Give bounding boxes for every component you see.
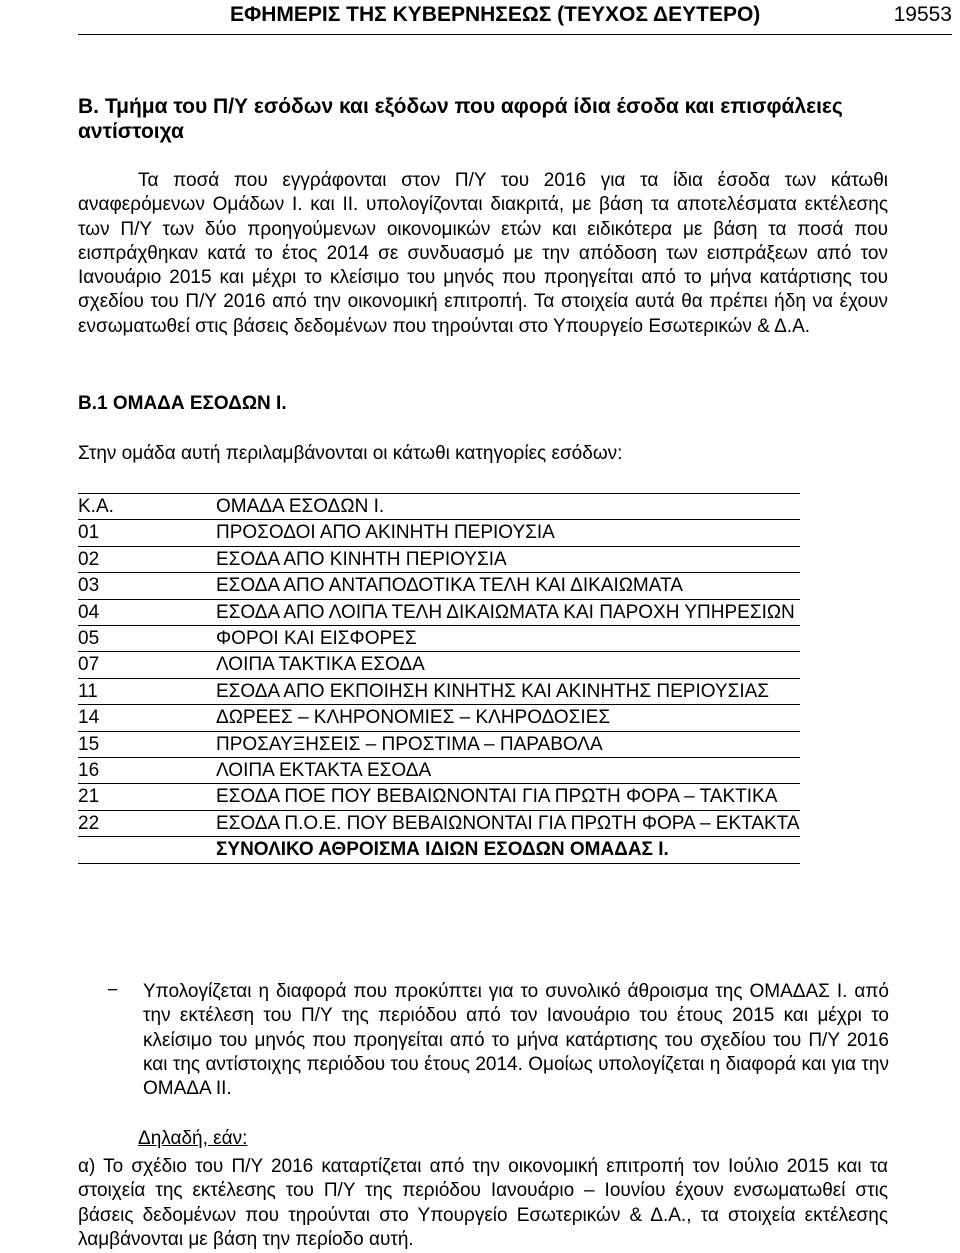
row-code: 07 bbox=[78, 654, 100, 676]
table-row bbox=[78, 547, 800, 573]
header-code: Κ.Α. bbox=[78, 496, 114, 517]
row-code: 05 bbox=[78, 628, 100, 650]
subheading: Β.1 ΟΜΑΔΑ ΕΣΟΔΩΝ Ι. bbox=[78, 393, 287, 414]
intro-paragraph bbox=[78, 169, 888, 339]
header-desc: ΟΜΑΔΑ ΕΣΟΔΩΝ Ι. bbox=[216, 496, 385, 517]
table-row bbox=[78, 626, 800, 652]
row-desc: ΕΣΟΔΑ ΑΠΟ ΕΚΠΟΙΗΣΗ ΚΙΝΗΤΗΣ ΚΑΙ ΑΚΙΝΗΤΗΣ ΠΕΡΙΟΥΣΙΑΣ bbox=[216, 680, 770, 702]
row-code: 16 bbox=[78, 760, 100, 782]
row-code: 11 bbox=[78, 680, 98, 702]
intro-paragraph-text: Τα ποσά που εγγράφονται στον Π/Υ του 2016 για τα ίδια έσοδα των κάτωθι αναφερόμενων Ομάδων Ι. και ΙΙ. υπολογίζονται διακριτά, με βάση τα αποτελέσματα εκτέλεσης των Π/Υ των δύο προηγούμενων οικονομικών ετών και ειδικότερα με βάση τα ποσά που εισπράχθηκαν κατά το έτος 2014 σε συνδυασμό με την απόδοση των εισπράξεων από τον Ιανουάριο 2015 και μέχρι το κλείσιμο του μηνός που προηγείται από το μήνα κατάρτισης του σχεδίου του Π/Υ 2016 από την οικονομική επιτροπή. Τα στοιχεία αυτά θα πρέπει ήδη να έχουν ενσωματωθεί στις βάσεις δεδομένων που τηρούνται στο Υπουργείο Εσωτερικών & Δ.Α. bbox=[78, 170, 888, 337]
row-desc: ΛΟΙΠΑ ΕΚΤΑΚΤΑ ΕΣΟΔΑ bbox=[216, 760, 432, 782]
table-row bbox=[78, 758, 800, 784]
row-code: 03 bbox=[78, 575, 100, 597]
closing-label: Δηλαδή, εάν: bbox=[138, 1128, 248, 1149]
bullet-mark: − bbox=[107, 980, 119, 1001]
table-row bbox=[78, 573, 800, 599]
row-code: 15 bbox=[78, 733, 100, 755]
row-desc: ΛΟΙΠΑ ΤΑΚΤΙΚΑ ΕΣΟΔΑ bbox=[216, 654, 425, 676]
table-row bbox=[78, 600, 800, 626]
closing-paragraph: α) Το σχέδιο του Π/Υ 2016 καταρτίζεται από την οικονομική επιτροπή τον Ιούλιο 2015 και τα στοιχεία της εκτέλεσης του Π/Υ της περιόδου Ιανουάριο – Ιουνίου έχουν ενσωματωθεί στις βάσεις δεδομένων που τηρούνται στο Υπουργείο Εσωτερικών & Δ.Α., τα στοιχεία εκτέλεσης λαμβάνονται με βάση την περίοδο αυτή. bbox=[78, 1156, 888, 1250]
table-header-row bbox=[78, 494, 800, 520]
gazette-title: ΕΦΗΜΕΡΙΣ ΤΗΣ ΚΥΒΕΡΝΗΣΕΩΣ (ΤΕΥΧΟΣ ΔΕΥΤΕΡΟ) bbox=[230, 3, 761, 26]
row-code: 22 bbox=[78, 812, 100, 834]
revenue-categories-table bbox=[78, 493, 800, 864]
row-desc: ΕΣΟΔΑ ΑΠΟ ΛΟΙΠΑ ΤΕΛΗ ΔΙΚΑΙΩΜΑΤΑ ΚΑΙ ΠΑΡΟΧΗ ΥΠΗΡΕΣΙΩΝ bbox=[216, 601, 795, 623]
row-desc: ΠΡΟΣΟΔΟΙ ΑΠΟ ΑΚΙΝΗΤΗ ΠΕΡΙΟΥΣΙΑ bbox=[216, 522, 555, 544]
row-desc: ΕΣΟΔΑ ΑΠΟ ΚΙΝΗΤΗ ΠΕΡΙΟΥΣΙΑ bbox=[216, 548, 507, 570]
page-header bbox=[78, 0, 952, 35]
row-code: 21 bbox=[78, 786, 100, 808]
total-desc: ΣΥΝΟΛΙΚΟ ΑΘΡΟΙΣΜΑ ΙΔΙΩΝ ΕΣΟΔΩΝ ΟΜΑΔΑΣ Ι. bbox=[216, 839, 669, 861]
section-title: Β. Τμήμα του Π/Υ εσόδων και εξόδων που αφορά ίδια έσοδα και επισφάλειες αντίστοιχα bbox=[78, 95, 843, 143]
table-total-row bbox=[78, 837, 800, 863]
table-row bbox=[78, 652, 800, 678]
row-code: 04 bbox=[78, 601, 100, 623]
category-intro: Στην ομάδα αυτή περιλαμβάνονται οι κάτωθι κατηγορίες εσόδων: bbox=[78, 443, 623, 464]
table-row bbox=[78, 732, 800, 758]
table-row bbox=[78, 705, 800, 731]
row-code: 14 bbox=[78, 707, 100, 729]
row-code: 01 bbox=[78, 522, 100, 544]
row-desc: ΦΟΡΟΙ ΚΑΙ ΕΙΣΦΟΡΕΣ bbox=[216, 628, 417, 650]
total-code bbox=[78, 837, 216, 862]
row-desc: ΕΣΟΔΑ ΠΟΕ ΠΟΥ ΒΕΒΑΙΩΝΟΝΤΑΙ ΓΙΑ ΠΡΩΤΗ ΦΟΡΑ – ΤΑΚΤΙΚΑ bbox=[216, 786, 778, 808]
row-desc: ΠΡΟΣΑΥΞΗΣΕΙΣ – ΠΡΟΣΤΙΜΑ – ΠΑΡΑΒΟΛΑ bbox=[216, 733, 603, 755]
page-number: 19553 bbox=[893, 3, 952, 26]
table-row bbox=[78, 679, 800, 705]
row-code: 02 bbox=[78, 548, 100, 570]
table-row bbox=[78, 520, 800, 546]
bullet-text: Υπολογίζεται η διαφορά που προκύπτει για το συνολικό άθροισμα της ΟΜΑΔΑΣ Ι. από την εκτέλεση του Π/Υ της περιόδου από τον Ιανουάριο του έτους 2015 και μέχρι το κλείσιμο του μηνός που προηγείται από το μήνα κατάρτισης του σχεδίου του Π/Υ 2016 και της αντίστοιχης περιόδου του έτους 2014. Ομοίως υπολογίζεται η διαφορά και για την ΟΜΑΔΑ ΙΙ. bbox=[143, 981, 889, 1100]
table-row bbox=[78, 784, 800, 810]
row-desc: ΕΣΟΔΑ Π.Ο.Ε. ΠΟΥ ΒΕΒΑΙΩΝΟΝΤΑΙ ΓΙΑ ΠΡΩΤΗ ΦΟΡΑ – ΕΚΤΑΚΤΑ bbox=[216, 812, 800, 834]
row-desc: ΕΣΟΔΑ ΑΠΟ ΑΝΤΑΠΟΔΟΤΙΚΑ ΤΕΛΗ ΚΑΙ ΔΙΚΑΙΩΜΑΤΑ bbox=[216, 575, 683, 597]
row-desc: ΔΩΡΕΕΣ – ΚΛΗΡΟΝΟΜΙΕΣ – ΚΛΗΡΟΔΟΣΙΕΣ bbox=[216, 707, 611, 729]
table-row bbox=[78, 811, 800, 837]
